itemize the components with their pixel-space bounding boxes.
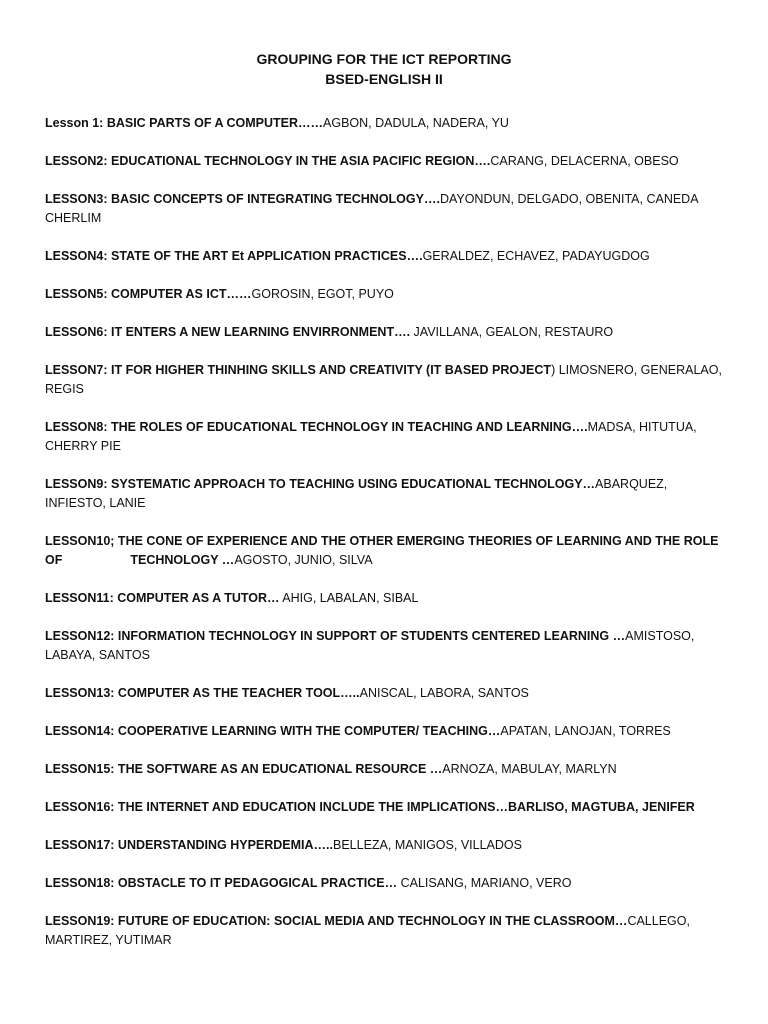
lesson-topic: LESSON14: COOPERATIVE LEARNING WITH THE COMPUTER/ TEACHING… xyxy=(45,724,501,738)
lesson-topic: LESSON6: IT ENTERS A NEW LEARNING ENVIRRONMENT…. xyxy=(45,325,411,339)
lesson-members: BARLISO, MAGTUBA, JENIFER xyxy=(507,800,695,814)
lesson-item-19 xyxy=(45,912,725,950)
lesson-item-12 xyxy=(45,627,725,665)
lesson-item-7 xyxy=(45,361,725,399)
lesson-topic: LESSON8: THE ROLES OF EDUCATIONAL TECHNOLOGY IN TEACHING AND LEARNING…. xyxy=(45,420,588,434)
lesson-topic: LESSON15: THE SOFTWARE AS AN EDUCATIONAL RESOURCE … xyxy=(45,762,443,776)
lesson-item-11 xyxy=(45,589,725,608)
lesson-members: AHIG, LABALAN, SIBAL xyxy=(279,591,419,605)
lesson-item-13 xyxy=(45,684,725,703)
lesson-topic: Lesson 1: BASIC PARTS OF A COMPUTER…… xyxy=(45,116,324,130)
lesson-topic: LESSON18: OBSTACLE TO IT PEDAGOGICAL PRACTICE… xyxy=(45,876,398,890)
lesson-members: BELLEZA, MANIGOS, VILLADOS xyxy=(333,838,522,852)
lesson-item-10 xyxy=(45,532,725,570)
lesson-topic: LESSON2: EDUCATIONAL TECHNOLOGY IN THE ASIA PACIFIC REGION…. xyxy=(45,154,491,168)
lesson-members: AMISTOSO, LABAYA, SANTOS xyxy=(45,629,695,662)
lesson-topic: LESSON12: INFORMATION TECHNOLOGY IN SUPPORT OF STUDENTS CENTERED LEARNING … xyxy=(45,629,626,643)
lesson-item-9 xyxy=(45,475,725,513)
lesson-members: ARNOZA, MABULAY, MARLYN xyxy=(442,762,617,776)
lesson-topic: LESSON7: IT FOR HIGHER THINHING SKILLS AND CREATIVITY (IT BASED PROJECT xyxy=(45,363,552,377)
title-line-2: BSED-ENGLISH II xyxy=(325,71,443,87)
lesson-members: DAYONDUN, DELGADO, OBENITA, CANEDA CHERLIM xyxy=(45,192,698,225)
lesson-members: ) LIMOSNERO, GENERALAO, REGIS xyxy=(45,363,722,396)
lesson-topic: LESSON9: SYSTEMATIC APPROACH TO TEACHING USING EDUCATIONAL TECHNOLOGY… xyxy=(45,477,596,491)
lesson-item-1 xyxy=(45,114,725,133)
lesson-topic: LESSON10; THE CONE OF EXPERIENCE AND THE OTHER EMERGING THEORIES OF LEARNING AND THE ROLE xyxy=(45,534,719,548)
lesson-members: GERALDEZ, ECHAVEZ, PADAYUGDOG xyxy=(422,249,650,263)
lesson-item-2 xyxy=(45,152,725,171)
lesson-topic-technology: TECHNOLOGY … xyxy=(130,553,235,567)
lesson-item-16 xyxy=(45,798,725,817)
lesson-item-17 xyxy=(45,836,725,855)
lesson-members: AGBON, DADULA, NADERA, YU xyxy=(323,116,509,130)
document-title xyxy=(0,49,768,89)
lesson-item-6 xyxy=(45,323,725,342)
lesson-members: APATAN, LANOJAN, TORRES xyxy=(500,724,671,738)
lesson-topic: LESSON5: COMPUTER AS ICT…… xyxy=(45,287,252,301)
lesson-topic: LESSON3: BASIC CONCEPTS OF INTEGRATING TECHNOLOGY…. xyxy=(45,192,440,206)
lesson-members: CALISANG, MARIANO, VERO xyxy=(397,876,572,890)
lesson-members: AGOSTO, JUNIO, SILVA xyxy=(234,553,373,567)
lesson-topic: LESSON4: STATE OF THE ART Et APPLICATION PRACTICES…. xyxy=(45,249,423,263)
lesson-topic: LESSON19: FUTURE OF EDUCATION: SOCIAL MEDIA AND TECHNOLOGY IN THE CLASSROOM… xyxy=(45,914,628,928)
lesson-topic: LESSON13: COMPUTER AS THE TEACHER TOOL….. xyxy=(45,686,360,700)
lesson-topic: LESSON11: COMPUTER AS A TUTOR… xyxy=(45,591,280,605)
lesson-topic: LESSON16: THE INTERNET AND EDUCATION INCLUDE THE IMPLICATIONS… xyxy=(45,800,508,814)
lesson-members: JAVILLANA, GEALON, RESTAURO xyxy=(410,325,614,339)
lesson-topic: LESSON17: UNDERSTANDING HYPERDEMIA….. xyxy=(45,838,333,852)
lesson-item-8 xyxy=(45,418,725,456)
lesson-members: CALLEGO, MARTIREZ, YUTIMAR xyxy=(45,914,690,947)
lesson-list xyxy=(45,114,725,950)
lesson-item-4 xyxy=(45,247,725,266)
lesson-item-15 xyxy=(45,760,725,779)
lesson-members: CARANG, DELACERNA, OBESO xyxy=(490,154,679,168)
lesson-members: ABARQUEZ, INFIESTO, LANIE xyxy=(45,477,668,510)
lesson-topic-of: OF xyxy=(45,553,63,567)
lesson-item-3 xyxy=(45,190,725,228)
lesson-item-18 xyxy=(45,874,725,893)
lesson-item-14 xyxy=(45,722,725,741)
lesson-members: GOROSIN, EGOT, PUYO xyxy=(251,287,394,301)
lesson-item-5 xyxy=(45,285,725,304)
lesson-members: ANISCAL, LABORA, SANTOS xyxy=(359,686,529,700)
lesson-members: MADSA, HITUTUA, CHERRY PIE xyxy=(45,420,697,453)
title-line-1: GROUPING FOR THE ICT REPORTING xyxy=(256,51,512,67)
